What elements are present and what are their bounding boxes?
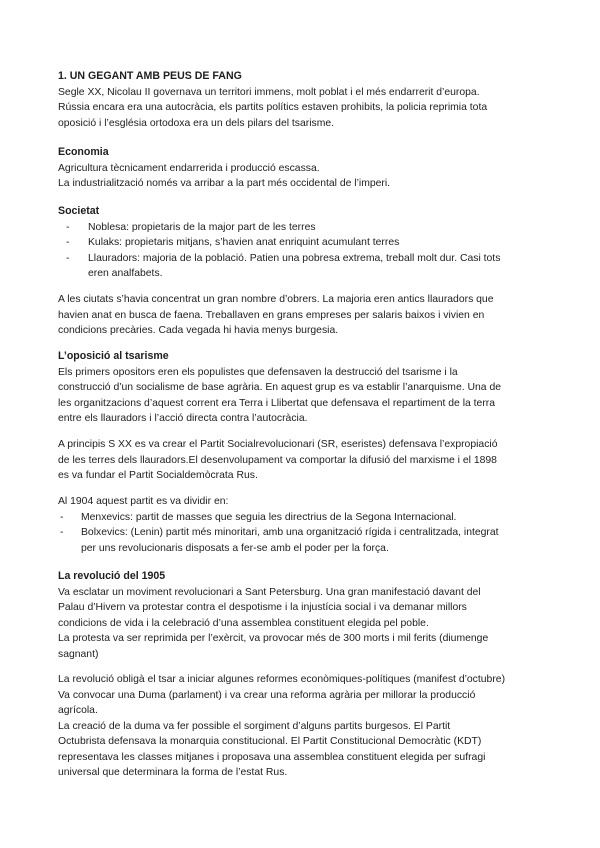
list-item-line: Noblesa: propietaris de la major part de les terres xyxy=(88,221,316,233)
bullet-dash: - xyxy=(66,221,70,233)
list-item-line: per uns revolucionaris disposats a fer-se amb el poder per la força. xyxy=(81,542,389,554)
section-heading: 1. UN GEGANT AMB PEUS DE FANG xyxy=(58,70,242,82)
list-item-line: Llauradors: majoria de la població. Patien una pobresa extrema, treball molt dur. Casi tots xyxy=(88,252,501,264)
paragraph-line: La industrialització només va arribar a la part més occidental de l’imperi. xyxy=(58,178,391,189)
paragraph-line: Rússia encara era una autocràcia, els partits polítics estaven prohibits, la policia reprimia tota xyxy=(58,102,488,113)
section-divisio xyxy=(58,494,558,556)
section-partit-sr xyxy=(58,437,558,484)
section-societat xyxy=(58,204,558,282)
section-oposicio xyxy=(58,349,558,427)
section-heading: Economia xyxy=(58,146,109,158)
list-item-line: Kulaks: propietaris mitjans, s’havien anat enriquint acumulant terres xyxy=(88,237,400,248)
paragraph-line: Va esclatar un moviment revolucionari a Sant Petersburg. Una gran manifestació davant del xyxy=(58,586,481,598)
paragraph-line: les organitzacions d’aquest corrent era Terra i Llibertat que defensava el repartiment de la terra xyxy=(58,397,496,409)
paragraph-line: La protesta va ser reprimida per l’exèrcit, va provocar més de 300 morts i mil ferits (diumenge xyxy=(58,633,489,644)
paragraph-line: condicions precàries. Cada vegada hi havia menys burgesia. xyxy=(58,325,339,336)
section-revolucio-1905 xyxy=(58,569,558,662)
section-economia xyxy=(58,145,558,192)
section-heading: La revolució del 1905 xyxy=(58,570,166,582)
section-ciutats xyxy=(58,292,558,339)
paragraph-line: representava les classes mitjanes i proposava una assemblea constituent elegida per sufragi xyxy=(58,751,486,763)
section-intro xyxy=(58,69,558,131)
paragraph-line: agrícola. xyxy=(58,705,98,716)
list-item xyxy=(58,525,558,556)
paragraph-line: condicions de vida i la celebració d’una assemblea constituent elegida pel poble. xyxy=(58,617,429,629)
paragraph-line: oposició i l’església ortodoxa era un dels pilars del tsarisme. xyxy=(58,117,335,129)
section-heading: L’oposició al tsarisme xyxy=(58,350,169,362)
paragraph-line: construcció d’un socialisme de base agrària. En aquest grup es va establir l’anarquisme. Una de xyxy=(58,382,501,393)
paragraph-line: es va fundar el Partit Socialdemòcrata Rus. xyxy=(58,470,258,481)
paragraph-line: Els primers opositors eren els populistes que defensaven la destrucció del tsarisme i la xyxy=(58,366,458,378)
list-item xyxy=(58,251,558,282)
paragraph-line: Agricultura tècnicament endarrerida i producció escassa. xyxy=(58,162,320,174)
list-item-line: eren analfabets. xyxy=(88,268,163,279)
paragraph-line: Segle XX, Nicolau II governava un territori immens, molt poblat i el més endarrerit d’europa. xyxy=(58,86,480,98)
list-item-line: Menxevics: partit de masses que seguia les directrius de la Segona Internacional. xyxy=(81,511,457,523)
paragraph-line: Octubrista defensava la monarquia constitucional. El Partit Constitucional Democràtic (KDT) xyxy=(58,736,482,747)
paragraph-line: Al 1904 aquest partit es va dividir en: xyxy=(58,496,229,507)
paragraph-line: La creació de la duma va fer possible el sorgiment d’alguns partits burgesos. El Partit xyxy=(58,720,451,732)
list-item xyxy=(58,235,558,251)
list-item xyxy=(58,510,558,526)
section-reformes xyxy=(58,672,558,781)
paragraph-line: Va convocar una Duma (parlament) i va crear una reforma agrària per millorar la producció xyxy=(58,689,476,701)
bullet-dash: - xyxy=(60,527,64,538)
list-item xyxy=(58,220,558,236)
paragraph-line: La revolució obligà el tsar a iniciar algunes reformes econòmiques-polítiques (manifest d’octubre) xyxy=(58,674,506,685)
paragraph-line: havien anat en busca de faena. Treballaven en grans empreses per salaris baixos i vivien en xyxy=(58,309,485,321)
bullet-dash: - xyxy=(66,252,70,264)
paragraph-line: universal que determinara la forma de l’estat Rus. xyxy=(58,767,288,778)
section-heading: Societat xyxy=(58,205,100,217)
paragraph-line: entre els llauradors i l’acció directa contra l’autocràcia. xyxy=(58,413,308,424)
list-item-line: Bolxevics: (Lenin) partit més minoritari, amb una organització rígida i centralitzada, integrat xyxy=(81,527,499,538)
paragraph-line: A les ciutats s’havia concentrat un gran nombre d’obrers. La majoria eren antics llauradors que xyxy=(58,294,494,305)
paragraph-line: de les terres dels llauradors.El desenvolupament va comportar la difusió del marxisme i el 1898 xyxy=(58,454,497,466)
paragraph-line: A principis S XX es va crear el Partit Socialrevolucionari (SR, eseristes) defensava l’expropiació xyxy=(58,439,498,450)
paragraph-line: sagnant) xyxy=(58,648,99,660)
bullet-dash: - xyxy=(66,237,70,248)
bullet-dash: - xyxy=(60,511,64,523)
paragraph-line: Palau d’Hivern va protestar contra el despotisme i la injustícia social i va demanar millors xyxy=(58,602,467,613)
